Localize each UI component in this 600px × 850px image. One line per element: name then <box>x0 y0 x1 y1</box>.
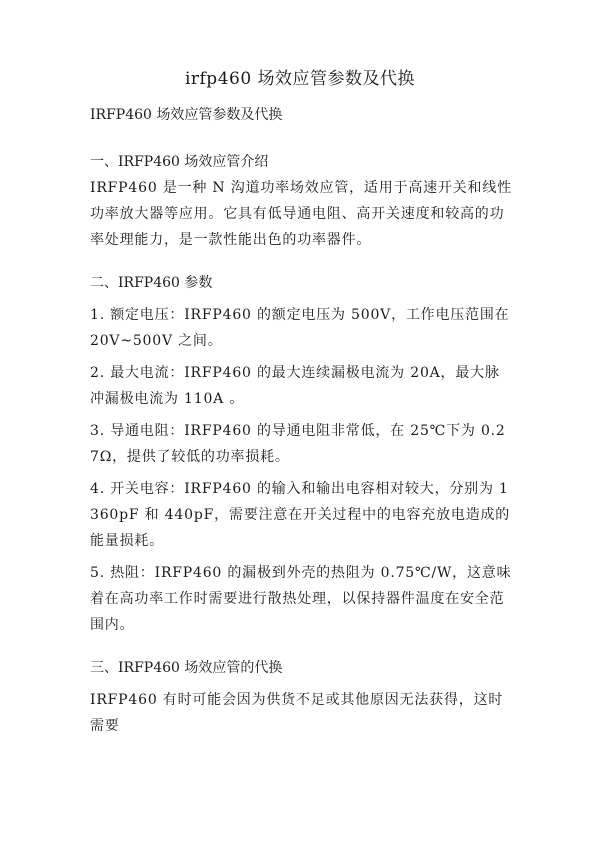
paragraph-param-current: 2. 最大电流：IRFP460 的最大连续漏极电流为 20A，最大脉冲漏极电流为 110A 。 <box>90 365 500 407</box>
section-heading-replacement: 三、IRFP460 场效应管的代换 <box>90 660 283 676</box>
document-subtitle: IRFP460 场效应管参数及代换 <box>90 107 283 123</box>
paragraph-replacement: IRFP460 有时可能会因为供货不足或其他原因无法获得，这时需要 <box>90 692 504 734</box>
document-body <box>90 149 512 739</box>
paragraph-intro: IRFP460 是一种 N 沟道功率场效应管，适用于高速开关和线性功率放大器等应用。它具有低导通电阻、高开关速度和较高的功率处理能力，是一款性能出色的功率器件。 <box>90 180 512 248</box>
paragraph-param-resistance: 3. 导通电阻：IRFP460 的导通电阻非常低，在 25℃下为 0.27Ω，提供了较低的功率损耗。 <box>90 423 506 465</box>
document-title: irfp460 场效应管参数及代换 <box>184 69 416 89</box>
section-heading-intro: 一、IRFP460 场效应管介绍 <box>90 154 269 170</box>
section-heading-params: 二、IRFP460 参数 <box>90 275 213 291</box>
paragraph-param-thermal: 5. 热阻：IRFP460 的漏极到外壳的热阻为 0.75℃/W，这意味着在高功率工作时需要进行散热处理，以保持器件温度在安全范围内。 <box>90 565 512 633</box>
paragraph-param-voltage: 1. 额定电压：IRFP460 的额定电压为 500V，工作电压范围在 20V~500V 之间。 <box>90 307 510 349</box>
paragraph-param-capacitance: 4. 开关电容：IRFP460 的输入和输出电容相对较大，分别为 1360pF 和 440pF，需要注意在开关过程中的电容充放电造成的能量损耗。 <box>90 481 511 549</box>
